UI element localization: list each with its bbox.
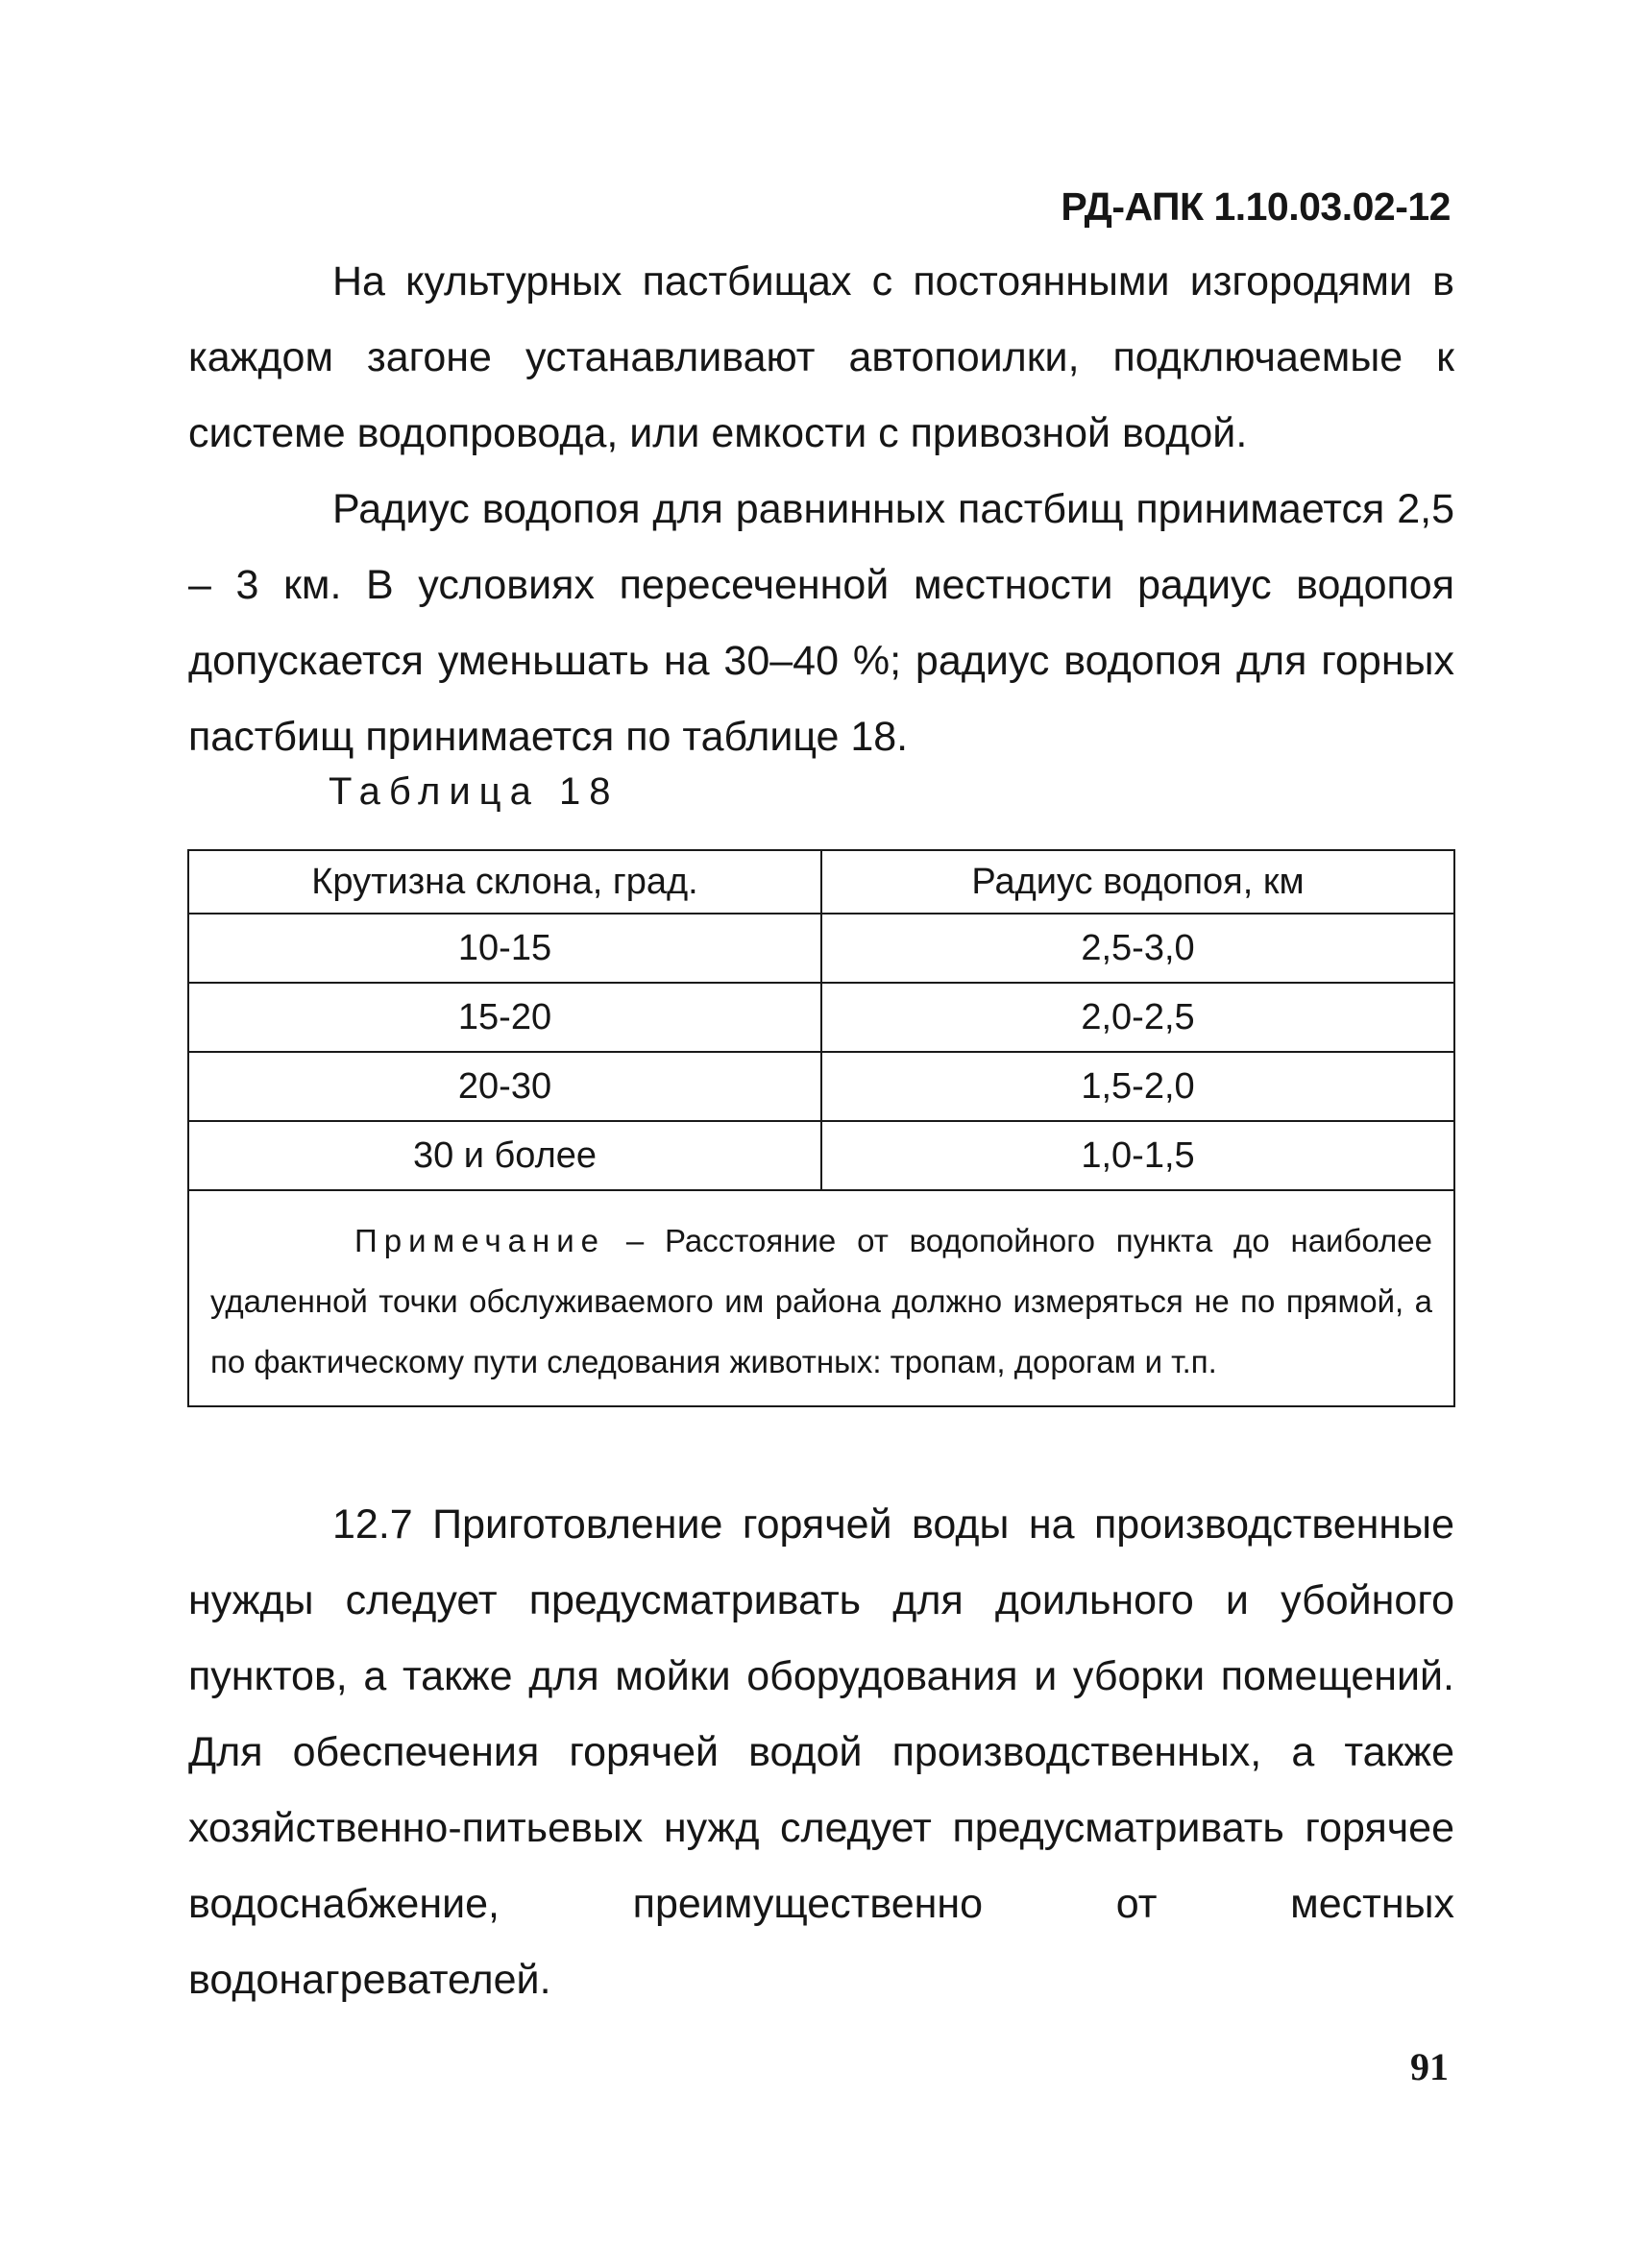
table-note bbox=[188, 1190, 1454, 1406]
paragraph-hot-water: 12.7 Приготовление горячей воды на производственные нужды следует предусматривать для доильного и убойного пунктов, а также для мойки оборудования и уборки помещений. Для обеспечения горячей водой производственных, а также хозяйственно-питьевых нужд следует предусматривать горячее водоснабжение, преимущественно от местных водонагревателей. bbox=[188, 1501, 1454, 2003]
table-cell-radius: 1,5-2,0 bbox=[821, 1052, 1454, 1121]
text-block-top bbox=[188, 244, 1454, 775]
table-cell-radius: 1,0-1,5 bbox=[821, 1121, 1454, 1190]
page-number: 91 bbox=[1410, 2045, 1449, 2088]
table-cell-radius: 2,0-2,5 bbox=[821, 983, 1454, 1052]
document-code-header: РД-АПК 1.10.03.02-12 bbox=[1061, 184, 1451, 229]
table-caption: Таблица 18 bbox=[329, 770, 620, 813]
table-note-row bbox=[188, 1190, 1454, 1406]
table-cell-radius: 2,5-3,0 bbox=[821, 914, 1454, 983]
column-header-slope: Крутизна склона, град. bbox=[188, 850, 821, 914]
watering-radius-table bbox=[187, 849, 1455, 1407]
table-row bbox=[188, 1052, 1454, 1121]
note-label: Примечание bbox=[354, 1223, 606, 1258]
table-cell-slope: 15-20 bbox=[188, 983, 821, 1052]
text-block-bottom bbox=[188, 1487, 1454, 2018]
table-row bbox=[188, 1121, 1454, 1190]
table-cell-slope: 20-30 bbox=[188, 1052, 821, 1121]
paragraph-pasture-troughs: На культурных пастбищах с постоянными изгородями в каждом загоне устанавливают автопоилки, подключаемые к системе водопровода, или емкости с привозной водой. bbox=[188, 258, 1454, 456]
table-note-content bbox=[210, 1210, 1432, 1392]
paragraph-watering-radius: Радиус водопоя для равнинных пастбищ принимается 2,5 – 3 км. В условиях пересеченной местности радиус водопоя допускается уменьшать на 30–40 %; радиус водопоя для горных пастбищ принимается по таблице 18. bbox=[188, 486, 1454, 760]
table-cell-slope: 30 и более bbox=[188, 1121, 821, 1190]
table-header-row bbox=[188, 850, 1454, 914]
table-row bbox=[188, 914, 1454, 983]
table-row bbox=[188, 983, 1454, 1052]
column-header-radius: Радиус водопоя, км bbox=[821, 850, 1454, 914]
table-cell-slope: 10-15 bbox=[188, 914, 821, 983]
note-text: – Расстояние от водопойного пункта до наиболее удаленной точки обслуживаемого им района должно измеряться не по прямой, а по фактическому пути следования животных: тропам, дорогам и т.п. bbox=[210, 1223, 1432, 1379]
